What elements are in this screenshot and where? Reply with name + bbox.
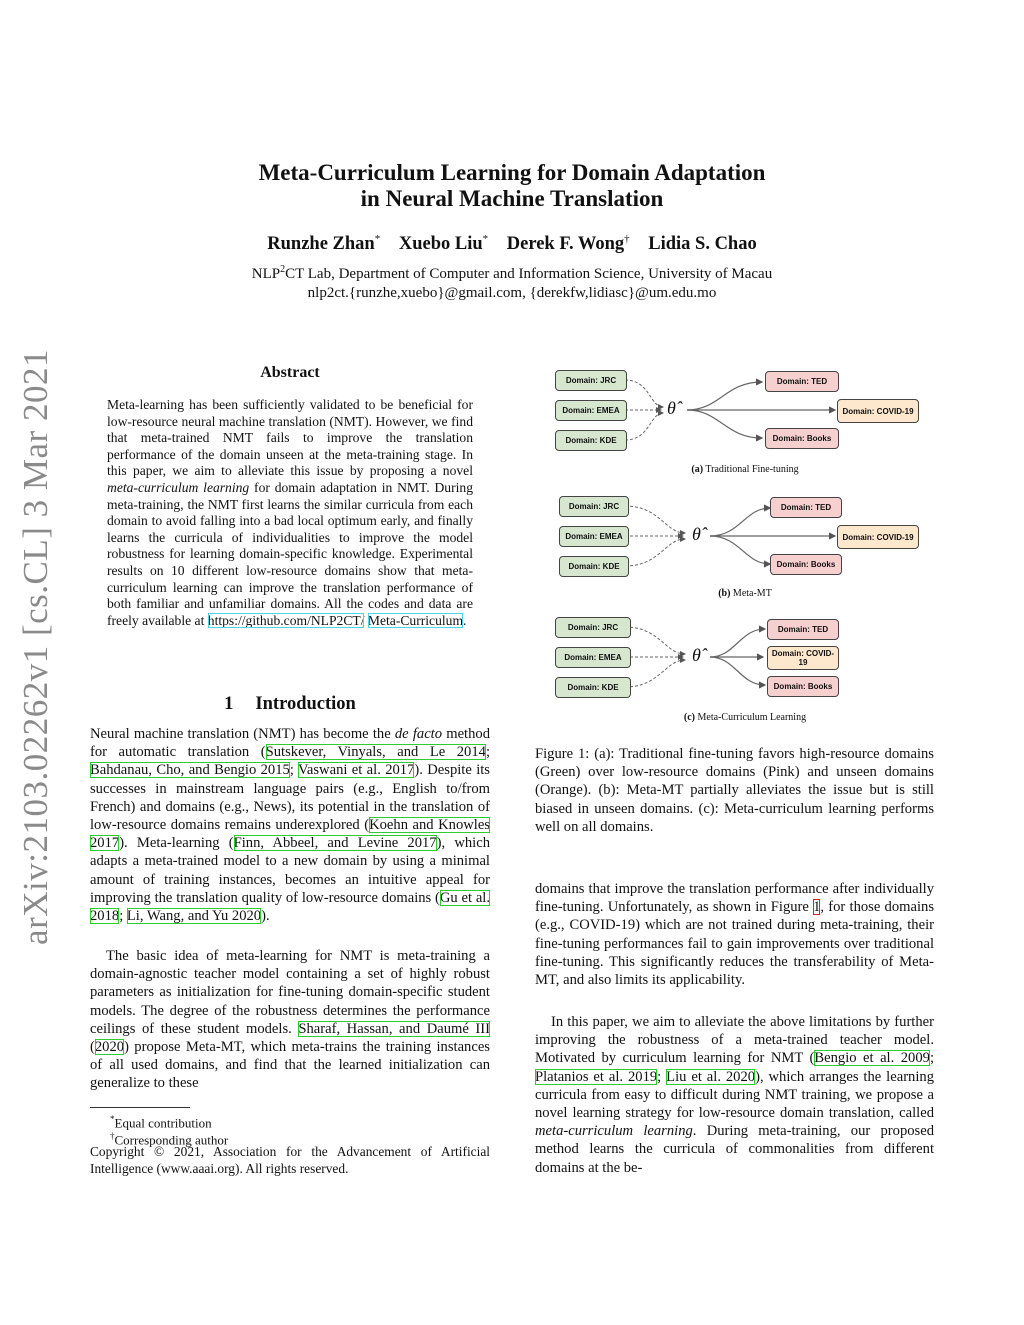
author: Runzhe Zhan* — [267, 233, 381, 255]
subfigure-caption: (b) Meta-MT — [718, 588, 772, 599]
domain-box-books: Domain: Books — [770, 554, 842, 575]
domain-box-jrc: Domain: JRC — [555, 370, 627, 391]
abstract-heading: Abstract — [260, 364, 320, 381]
intro-paragraph-1: Neural machine translation (NMT) has become the de facto method for automatic translation (Sutskever, Vinyals, and Le 2014; Bahdanau, Cho, and Bengio 2015; Vaswani et al. 2017). Despite its successes in mainstream language pairs (e.g., English to/from French) and domains (e.g., News), its potential in the translation of low-resource domains remains underexplored (Koehn and Knowles 2017). Meta-learning (Finn, Abbeel, and Levine 2017), which adapts a meta-trained model to a new domain by using a minimal amount of training instances, becomes an intuitive appeal for improving the translation quality of low-resource domains (Gu et al. 2018; Li, Wang, and Yu 2020). — [90, 726, 490, 925]
citation[interactable]: Gu et al. 2018 — [90, 889, 490, 925]
figure-ref[interactable]: 1 — [813, 899, 821, 916]
title-line-1: Meta-Curriculum Learning for Domain Adaptation — [258, 160, 766, 185]
copyright-notice: Copyright © 2021, Association for the Advancement of Artificial Intelligence (www.aaai.org). All rights reserved. — [90, 1144, 490, 1176]
domain-box-emea: Domain: EMEA — [555, 400, 627, 421]
domain-box-books: Domain: Books — [767, 676, 839, 697]
affiliation-lab: NLP$^2$CT Lab, Department of Computer and Information Science, University of Macau — [251, 264, 773, 282]
citation[interactable]: Sutskever, Vinyals, and Le 2014 — [265, 744, 486, 761]
citation[interactable]: 2020 — [94, 1039, 125, 1056]
citation[interactable]: Liu et al. 2020 — [666, 1068, 756, 1085]
citation[interactable]: Li, Wang, and Yu 2020 — [126, 908, 262, 925]
domain-box-covid: Domain: COVID-19 — [767, 646, 839, 670]
domain-box-covid: Domain: COVID-19 — [837, 525, 919, 549]
figure-panel-a — [555, 367, 935, 477]
footnote-rule — [90, 1107, 190, 1108]
citation[interactable]: Vaswani et al. 2017 — [297, 762, 415, 779]
code-link[interactable]: https://github.com/NLP2CT/ — [207, 612, 365, 628]
citation[interactable]: Finn, Abbeel, and Levine 2017 — [233, 835, 437, 852]
arxiv-id: arXiv:2103.02262v1 [cs.CL] 3 Mar 2021 — [16, 349, 55, 945]
figure-panel-c — [555, 614, 935, 724]
citation[interactable]: Platanios et al. 2019 — [535, 1068, 658, 1085]
footnote-1: *Equal contribution — [110, 1114, 212, 1131]
domain-box-jrc: Domain: JRC — [555, 617, 631, 638]
author-list — [0, 233, 1024, 255]
subfigure-caption: (a) Traditional Fine-tuning — [691, 464, 799, 475]
domain-box-ted: Domain: TED — [767, 619, 839, 640]
theta-symbol: θ̂ — [692, 524, 701, 544]
domain-box-ted: Domain: TED — [765, 371, 839, 392]
citation[interactable]: Sharaf, Hassan, and Daumé III — [298, 1020, 490, 1037]
arxiv-sidebar — [14, 349, 58, 945]
figure-caption: Figure 1: (a): Traditional fine-tuning favors high-resource domains (Green) over low-resource domains (Pink) and unseen domains (Orange). (b): Meta-MT partially alleviates the issue but is still biased in unseen domains. (c): Meta-curriculum learning performs well on all domains. — [535, 746, 934, 835]
intro-paragraph-2: The basic idea of meta-learning for NMT is meta-training a domain-agnostic teacher model containing a set of highly robust parameters as initialization for fine-tuning domain-specific student models. The degree of the robustness determines the performance ceilings of these student models. Sharaf, Hassan, and Daumé III (2020) propose Meta-MT, which meta-trains the training instances of all used domains, and find that the learned initialization can generalize to these — [90, 948, 490, 1092]
domain-box-kde: Domain: KDE — [555, 430, 627, 451]
right-paragraph-1: domains that improve the translation performance after individually fine-tuning. Unfortunately, as shown in Figure 1, for those domains (e.g., COVID-19) which are not trained during meta-training, their fine-tuning performances fail to gain improvements over traditional fine-tuning. This significantly reduces the transferability of Meta-MT, and also limits its applicability. — [535, 881, 934, 989]
domain-box-kde: Domain: KDE — [555, 677, 631, 698]
domain-box-books: Domain: Books — [765, 428, 839, 449]
footnote-2: †Corresponding author — [110, 1131, 229, 1148]
author: Xuebo Liu* — [398, 233, 489, 255]
domain-box-kde: Domain: KDE — [559, 556, 629, 577]
theta-symbol: θ̂ — [667, 398, 676, 418]
abstract-body: Meta-learning has been sufficiently validated to be beneficial for low-resource neural machine translation (NMT). However, we find that meta-trained NMT fails to improve the translation performance of the domain unseen at the meta-training stage. In this paper, we aim to alleviate this issue by proposing a novel meta-curriculum learning for domain adaptation in NMT. During meta-training, the NMT first learns the similar curricula from each domain to avoid falling into a bad local optimum early, and finally learns the curricula of individualities to improve the model robustness for learning domain-specific knowledge. Experimental results on 10 different low-resource domains show that meta-curriculum learning can improve the translation performance of both familiar and unfamiliar domains. All the codes and data are freely available at https://github.com/NLP2CT/ Meta-Curriculum. — [107, 397, 473, 628]
domain-box-emea: Domain: EMEA — [559, 526, 629, 547]
title-line-2: in Neural Machine Translation — [360, 186, 664, 211]
citation[interactable]: Koehn and Knowles 2017 — [90, 817, 490, 852]
domain-box-emea: Domain: EMEA — [555, 647, 631, 668]
affiliation-emails: nlp2ct.{runzhe,xuebo}@gmail.com, {derekfw,lidiasc}@um.edu.mo — [307, 285, 717, 301]
theta-symbol: θ̂ — [692, 645, 701, 665]
paper-title — [0, 160, 1024, 212]
domain-box-jrc: Domain: JRC — [559, 496, 629, 517]
code-link-cont[interactable]: Meta-Curriculum — [367, 612, 464, 628]
subfigure-caption: (c) Meta-Curriculum Learning — [683, 712, 807, 723]
right-paragraph-2: In this paper, we aim to alleviate the above limitations by further improving the robustness of a meta-trained teacher model. Motivated by curriculum learning for NMT (Bengio et al. 2009; Platanios et al. 2019; Liu et al. 2020), which arranges the learning curricula from easy to difficult during NMT training, we propose a novel learning strategy for low-resource domain translation, called meta-curriculum learning. During meta-training, our proposed method learns the curricula of commonalities from different domains at the be- — [535, 1014, 934, 1176]
affiliation — [0, 260, 1024, 303]
domain-box-ted: Domain: TED — [770, 497, 842, 518]
author: Lidia S. Chao — [648, 234, 757, 255]
author: Derek F. Wong† — [506, 233, 630, 255]
citation[interactable]: Bengio et al. 2009 — [814, 1050, 930, 1067]
section-heading: 1 Introduction — [224, 694, 356, 714]
domain-box-covid: Domain: COVID-19 — [837, 399, 919, 423]
figure-panel-b — [555, 493, 935, 603]
citation[interactable]: Bahdanau, Cho, and Bengio 2015 — [90, 762, 290, 779]
